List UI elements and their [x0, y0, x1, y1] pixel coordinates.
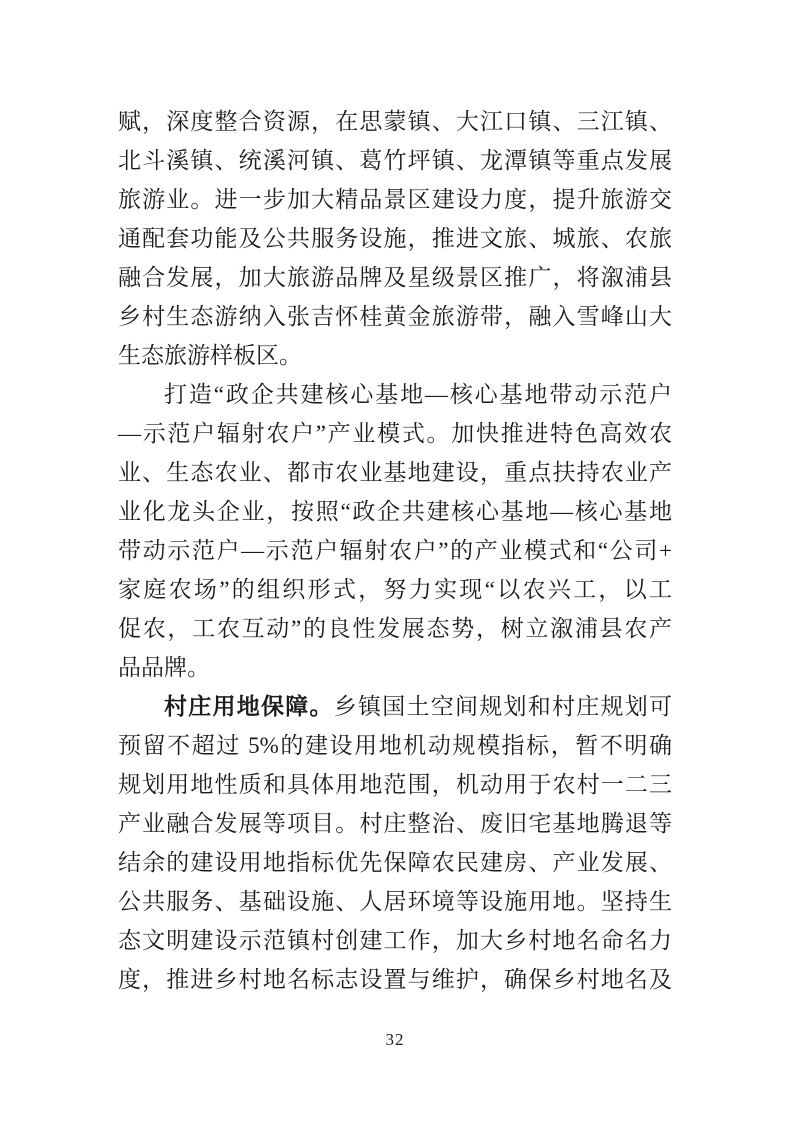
- bold-paragraph-lead: 村庄用地保障。: [164, 694, 334, 719]
- text-line: —示范户辐射农户”产业模式。加快推进特色高效农: [118, 421, 672, 446]
- text-line: 结余的建设用地指标优先保障农民建房、产业发展、: [118, 850, 672, 875]
- text-line: 规划用地性质和具体用地范围，机动用于农村一二三: [118, 772, 672, 797]
- text-line: 赋，深度整合资源，在思蒙镇、大江口镇、三江镇、: [118, 109, 672, 134]
- text-line: 态文明建设示范镇村创建工作，加大乡村地名命名力: [118, 928, 672, 953]
- text-block: [118, 102, 672, 999]
- text-line: 通配套功能及公共服务设施，推进文旅、城旅、农旅: [118, 226, 672, 251]
- text-line: 度，推进乡村地名标志设置与维护，确保乡村地名及: [118, 967, 672, 992]
- text-line: 预留不超过 5%的建设用地机动规模指标，暂不明确: [118, 733, 672, 758]
- text-line: 家庭农场”的组织形式，努力实现“以农兴工，以工: [118, 577, 672, 602]
- text-line: 融合发展，加大旅游品牌及星级景区推广，将溆浦县: [118, 265, 672, 290]
- text-line: 生态旅游样板区。: [118, 343, 302, 368]
- paragraph-tourism-development: [118, 102, 672, 375]
- text-line: 促农，工农互动”的良性发展态势，树立溆浦县农产: [118, 616, 672, 641]
- text-line: 旅游业。进一步加大精品景区建设力度，提升旅游交: [118, 187, 672, 212]
- paragraph-village-land-guarantee: [118, 687, 672, 999]
- page-number: 32: [385, 1030, 405, 1049]
- text-line: 打造“政企共建核心基地—核心基地带动示范户: [164, 382, 672, 407]
- text-line: 业化龙头企业，按照“政企共建核心基地—核心基地: [118, 499, 672, 524]
- text-line: 业、生态农业、都市农业基地建设，重点扶持农业产: [118, 460, 672, 485]
- text-line: 北斗溪镇、统溪河镇、葛竹坪镇、龙潭镇等重点发展: [118, 148, 672, 173]
- text-line: 带动示范户—示范户辐射农户”的产业模式和“公司+: [118, 538, 672, 563]
- text-line: 乡村生态游纳入张吉怀桂黄金旅游带，融入雪峰山大: [118, 304, 672, 329]
- text-line: 品品牌。: [118, 655, 210, 680]
- text-line: 公共服务、基础设施、人居环境等设施用地。坚持生: [118, 889, 672, 914]
- paragraph-industry-model: [118, 375, 672, 687]
- text-line: 产业融合发展等项目。村庄整治、废旧宅基地腾退等: [118, 811, 672, 836]
- text-line: 村庄用地保障。乡镇国土空间规划和村庄规划可: [164, 694, 672, 719]
